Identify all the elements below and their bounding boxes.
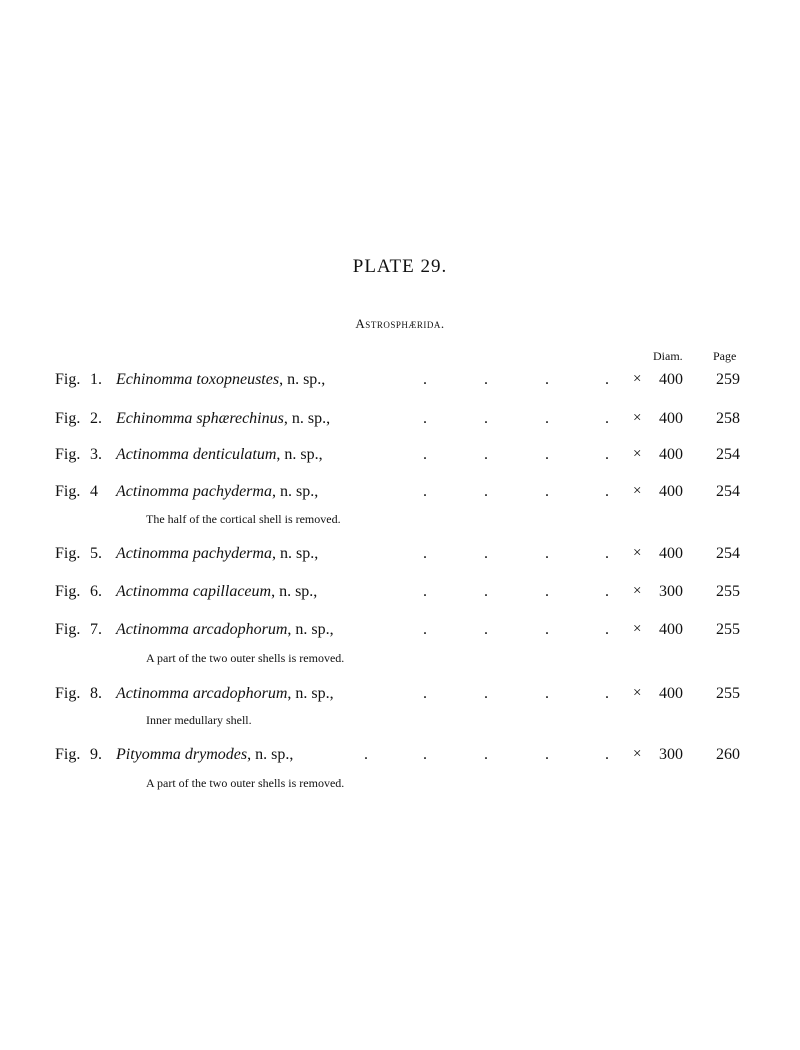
leader-dot: .: [423, 583, 427, 600]
figure-note-7: A part of the two outer shells is removed.: [146, 651, 345, 665]
magnification: 400: [659, 483, 683, 500]
leader-dot: .: [605, 746, 609, 763]
species-suffix: , n. sp.,: [279, 371, 326, 388]
species-suffix: , n. sp.,: [271, 545, 319, 562]
leader-dot: .: [605, 583, 609, 600]
species-italic: Actinomma pachyderma: [116, 483, 272, 500]
page-ref: 254: [716, 483, 740, 500]
species-italic: Actinomma arcadophorum: [116, 685, 288, 702]
species-name: [116, 545, 318, 563]
leader-dot: .: [364, 746, 368, 763]
column-header-page: Page: [713, 349, 737, 363]
magnification: 300: [659, 583, 683, 600]
figure-note-9: A part of the two outer shells is removed.: [146, 776, 345, 790]
fig-label: Fig.: [55, 621, 81, 638]
species-suffix: , n. sp.,: [247, 746, 294, 763]
leader-dot: .: [423, 685, 427, 702]
leader-dot: .: [484, 483, 488, 500]
magnification: 400: [659, 446, 683, 463]
page-ref: 255: [716, 583, 740, 600]
species-name: [116, 685, 334, 703]
section-title: Astrosphærida.: [355, 316, 445, 331]
species-suffix: , n. sp.,: [271, 583, 318, 600]
leader-dot: .: [423, 621, 427, 638]
species-italic: Actinomma denticulatum: [116, 446, 277, 463]
page-ref: 254: [716, 545, 740, 562]
species-italic: Actinomma pachyderma: [116, 545, 272, 562]
magnification: 400: [659, 371, 683, 388]
species-name: [116, 410, 330, 428]
fig-label: Fig.: [55, 483, 81, 500]
leader-dot: .: [423, 483, 427, 500]
species-italic: Actinomma arcadophorum: [116, 621, 288, 638]
fig-number: 8.: [90, 685, 102, 702]
leader-dot: .: [423, 545, 427, 562]
figure-note-4: The half of the cortical shell is removed.: [146, 512, 341, 526]
magnification: 400: [659, 685, 683, 702]
leader-dot: .: [484, 583, 488, 600]
figure-entry-4: [0, 483, 800, 507]
figure-entry-2: [0, 410, 800, 434]
magnification: 400: [659, 621, 683, 638]
leader-dot: .: [484, 371, 488, 388]
leader-dot: .: [423, 746, 427, 763]
fig-number: 6.: [90, 583, 102, 600]
species-suffix: , n. sp.,: [271, 483, 319, 500]
times-sign: ×: [633, 371, 642, 387]
magnification: 400: [659, 410, 683, 427]
column-header-diam: Diam.: [653, 349, 683, 363]
leader-dot: .: [484, 685, 488, 702]
fig-label: Fig.: [55, 545, 81, 562]
species-name: [116, 746, 293, 764]
species-suffix: , n. sp.,: [287, 685, 334, 702]
species-suffix: , n. sp.,: [276, 446, 323, 463]
leader-dot: .: [545, 446, 549, 463]
times-sign: ×: [633, 545, 642, 561]
fig-number: 2.: [90, 410, 102, 427]
page-ref: 258: [716, 410, 740, 427]
figure-entry-7: [0, 621, 800, 645]
times-sign: ×: [633, 483, 642, 499]
leader-dot: .: [423, 410, 427, 427]
species-suffix: , n. sp.,: [283, 410, 331, 427]
species-suffix: , n. sp.,: [287, 621, 334, 638]
fig-label: Fig.: [55, 446, 81, 463]
figure-entry-3: [0, 446, 800, 470]
species-italic: Pityomma drymodes: [116, 746, 248, 763]
leader-dot: .: [605, 621, 609, 638]
times-sign: ×: [633, 583, 642, 599]
leader-dot: .: [545, 583, 549, 600]
times-sign: ×: [633, 446, 642, 462]
page-ref: 255: [716, 621, 740, 638]
leader-dot: .: [545, 746, 549, 763]
leader-dot: .: [605, 545, 609, 562]
page-ref: 260: [716, 746, 740, 763]
species-italic: Echinomma toxopneustes: [116, 371, 280, 388]
magnification: 400: [659, 545, 683, 562]
species-italic: Echinomma sphærechinus: [116, 410, 284, 427]
times-sign: ×: [633, 621, 642, 637]
leader-dot: .: [423, 446, 427, 463]
species-name: [116, 583, 317, 601]
leader-dot: .: [484, 410, 488, 427]
leader-dot: .: [605, 685, 609, 702]
leader-dot: .: [545, 545, 549, 562]
fig-number: 1.: [90, 371, 102, 388]
fig-label: Fig.: [55, 583, 81, 600]
figure-entry-6: [0, 583, 800, 607]
fig-number: 9.: [90, 746, 102, 763]
leader-dot: .: [484, 545, 488, 562]
species-name: [116, 371, 325, 389]
figure-entry-5: [0, 545, 800, 569]
leader-dot: .: [605, 371, 609, 388]
figure-entry-1: [0, 371, 800, 395]
leader-dot: .: [545, 483, 549, 500]
species-italic: Actinomma capillaceum: [116, 583, 272, 600]
magnification: 300: [659, 746, 683, 763]
times-sign: ×: [633, 410, 642, 426]
leader-dot: .: [545, 410, 549, 427]
fig-number: 7.: [90, 621, 102, 638]
leader-dot: .: [605, 410, 609, 427]
page-ref: 255: [716, 685, 740, 702]
times-sign: ×: [633, 685, 642, 701]
species-name: [116, 446, 323, 464]
figure-entry-9: [0, 746, 800, 770]
plate-title: PLATE 29.: [352, 256, 448, 277]
figure-entry-8: [0, 685, 800, 709]
fig-label: Fig.: [55, 685, 81, 702]
page-ref: 259: [716, 371, 740, 388]
leader-dot: .: [423, 371, 427, 388]
leader-dot: .: [545, 371, 549, 388]
fig-label: Fig.: [55, 410, 81, 427]
times-sign: ×: [633, 746, 642, 762]
species-name: [116, 621, 334, 639]
fig-label: Fig.: [55, 746, 81, 763]
leader-dot: .: [605, 446, 609, 463]
leader-dot: .: [484, 746, 488, 763]
leader-dot: .: [484, 621, 488, 638]
fig-number: 5.: [90, 545, 102, 562]
leader-dot: .: [484, 446, 488, 463]
fig-number: 3.: [90, 446, 102, 463]
fig-label: Fig.: [55, 371, 81, 388]
figure-note-8: Inner medullary shell.: [146, 713, 252, 727]
fig-number: 4: [90, 483, 98, 500]
leader-dot: .: [545, 621, 549, 638]
leader-dot: .: [545, 685, 549, 702]
leader-dot: .: [605, 483, 609, 500]
page-ref: 254: [716, 446, 740, 463]
species-name: [116, 483, 318, 501]
